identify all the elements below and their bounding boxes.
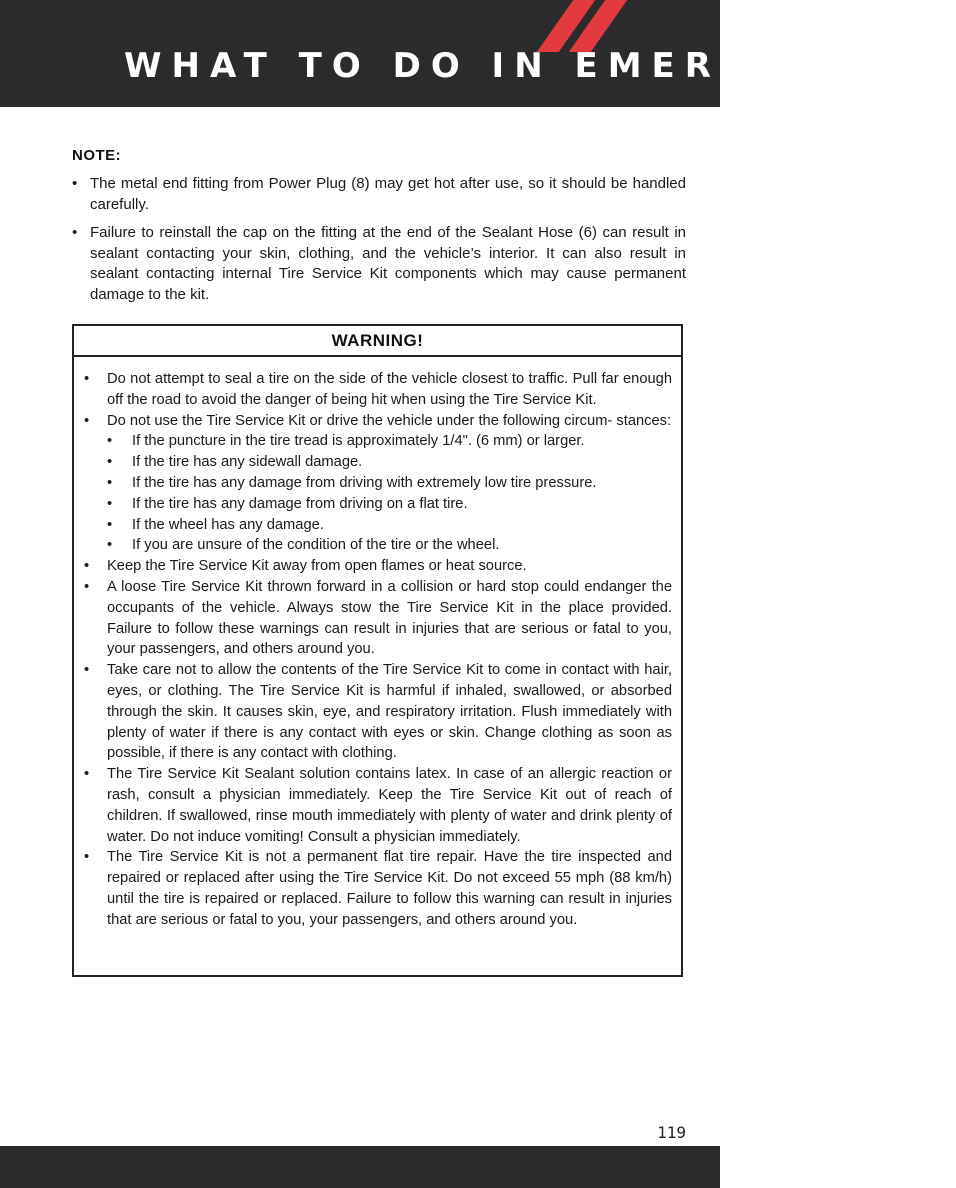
note-text: The metal end fitting from Power Plug (8) may get hot after use, so it should be handled carefully. (90, 175, 686, 213)
bullet-icon: • (107, 474, 113, 491)
bullet-icon: • (107, 433, 113, 450)
warning-text: A loose Tire Service Kit thrown forward in a collision or hard stop could endanger the occupants of the vehicle. Always stow the Tire Service Kit in the place provided. Failure to follow these warnings can result in injuries that are serious or fatal to you, your passengers, and others around you. (107, 578, 672, 658)
warning-subtext: If you are unsure of the condition of the tire or the wheel. (132, 537, 500, 554)
warning-list (74, 357, 681, 931)
page-footer-bar (0, 1146, 720, 1188)
bullet-icon: • (84, 662, 90, 679)
note-label: NOTE: (72, 147, 122, 164)
page-header (0, 0, 956, 107)
warning-text: The Tire Service Kit is not a permanent flat tire repair. Have the tire inspected and repaired or replaced after using the Tire Service Kit. Do not exceed 55 mph (88 km/h) until the tire is repaired or replaced. Failure to follow this warning can result in injuries that are serious or fatal to you, your passengers, and others around you. (107, 849, 672, 928)
warning-subtext: If the wheel has any damage. (132, 516, 324, 533)
warning-text: Do not attempt to seal a tire on the side of the vehicle closest to traffic. Pull far enough off the road to avoid the danger of being hit when using the Tire Service Kit. (107, 371, 672, 408)
warning-item (84, 660, 672, 764)
warning-subitem (84, 431, 672, 452)
bullet-icon: • (107, 516, 113, 533)
bullet-icon: • (84, 578, 90, 595)
bullet-icon: • (72, 175, 78, 192)
warning-box (72, 324, 683, 977)
bullet-icon: • (84, 766, 90, 783)
bullet-icon: • (107, 454, 113, 471)
note-item (72, 223, 686, 305)
warning-text: Take care not to allow the contents of the Tire Service Kit to come in contact with hair, eyes, or clothing. The Tire Service Kit is harmful if inhaled, swallowed, or absorbed through the skin. It causes skin, eye, and respiratory irritation. Flush immediately with plenty of water if there is any contact with eyes or skin. Change clothing as soon as possible, if there is any contact with clothing. (107, 662, 672, 762)
warning-subtext: If the puncture in the tire tread is approximately 1/4". (6 mm) or larger. (132, 433, 585, 450)
warning-text: Do not use the Tire Service Kit or drive the vehicle under the following circum- stances: (107, 412, 672, 429)
note-list (72, 174, 686, 313)
warning-text: The Tire Service Kit Sealant solution contains latex. In case of an allergic reaction or rash, consult a physician immediately. Keep the Tire Service Kit out of reach of children. If swallowed, rinse mouth immediately with plenty of water and drink plenty of water. Do not induce vomiting! Consult a physician immediately. (107, 766, 672, 845)
page-number: 119 (657, 1123, 686, 1142)
warning-subtext: If the tire has any damage from driving with extremely low tire pressure. (132, 474, 597, 491)
warning-subitem (84, 515, 672, 536)
note-item (72, 174, 686, 215)
bullet-icon: • (84, 371, 90, 387)
bullet-icon: • (72, 224, 78, 241)
warning-subitem (84, 535, 672, 556)
warning-text: Keep the Tire Service Kit away from open flames or heat source. (107, 558, 527, 575)
bullet-icon: • (107, 537, 113, 554)
bullet-icon: • (84, 849, 90, 866)
warning-item (84, 577, 672, 660)
warning-item (84, 847, 672, 930)
warning-item (84, 556, 672, 577)
bullet-icon: • (107, 495, 113, 512)
note-text: Failure to reinstall the cap on the fitting at the end of the Sealant Hose (6) can result in sealant contacting your skin, clothing, and the vehicle’s interior. It can also result in sealant contacting internal Tire Service Kit components which may cause permanent damage to the kit. (90, 224, 686, 303)
warning-subtext: If the tire has any sidewall damage. (132, 454, 363, 471)
bullet-icon: • (84, 558, 90, 575)
warning-title: WARNING! (74, 326, 681, 357)
warning-subitem (84, 473, 672, 494)
warning-subtext: If the tire has any damage from driving on a flat tire. (132, 495, 468, 512)
warning-subitem (84, 452, 672, 473)
warning-item (84, 764, 672, 847)
warning-subitem (84, 494, 672, 515)
warning-item (84, 369, 672, 411)
warning-item (84, 411, 672, 432)
bullet-icon: • (84, 412, 90, 429)
section-title: WHAT TO DO IN EMERGENCIES (124, 46, 956, 86)
